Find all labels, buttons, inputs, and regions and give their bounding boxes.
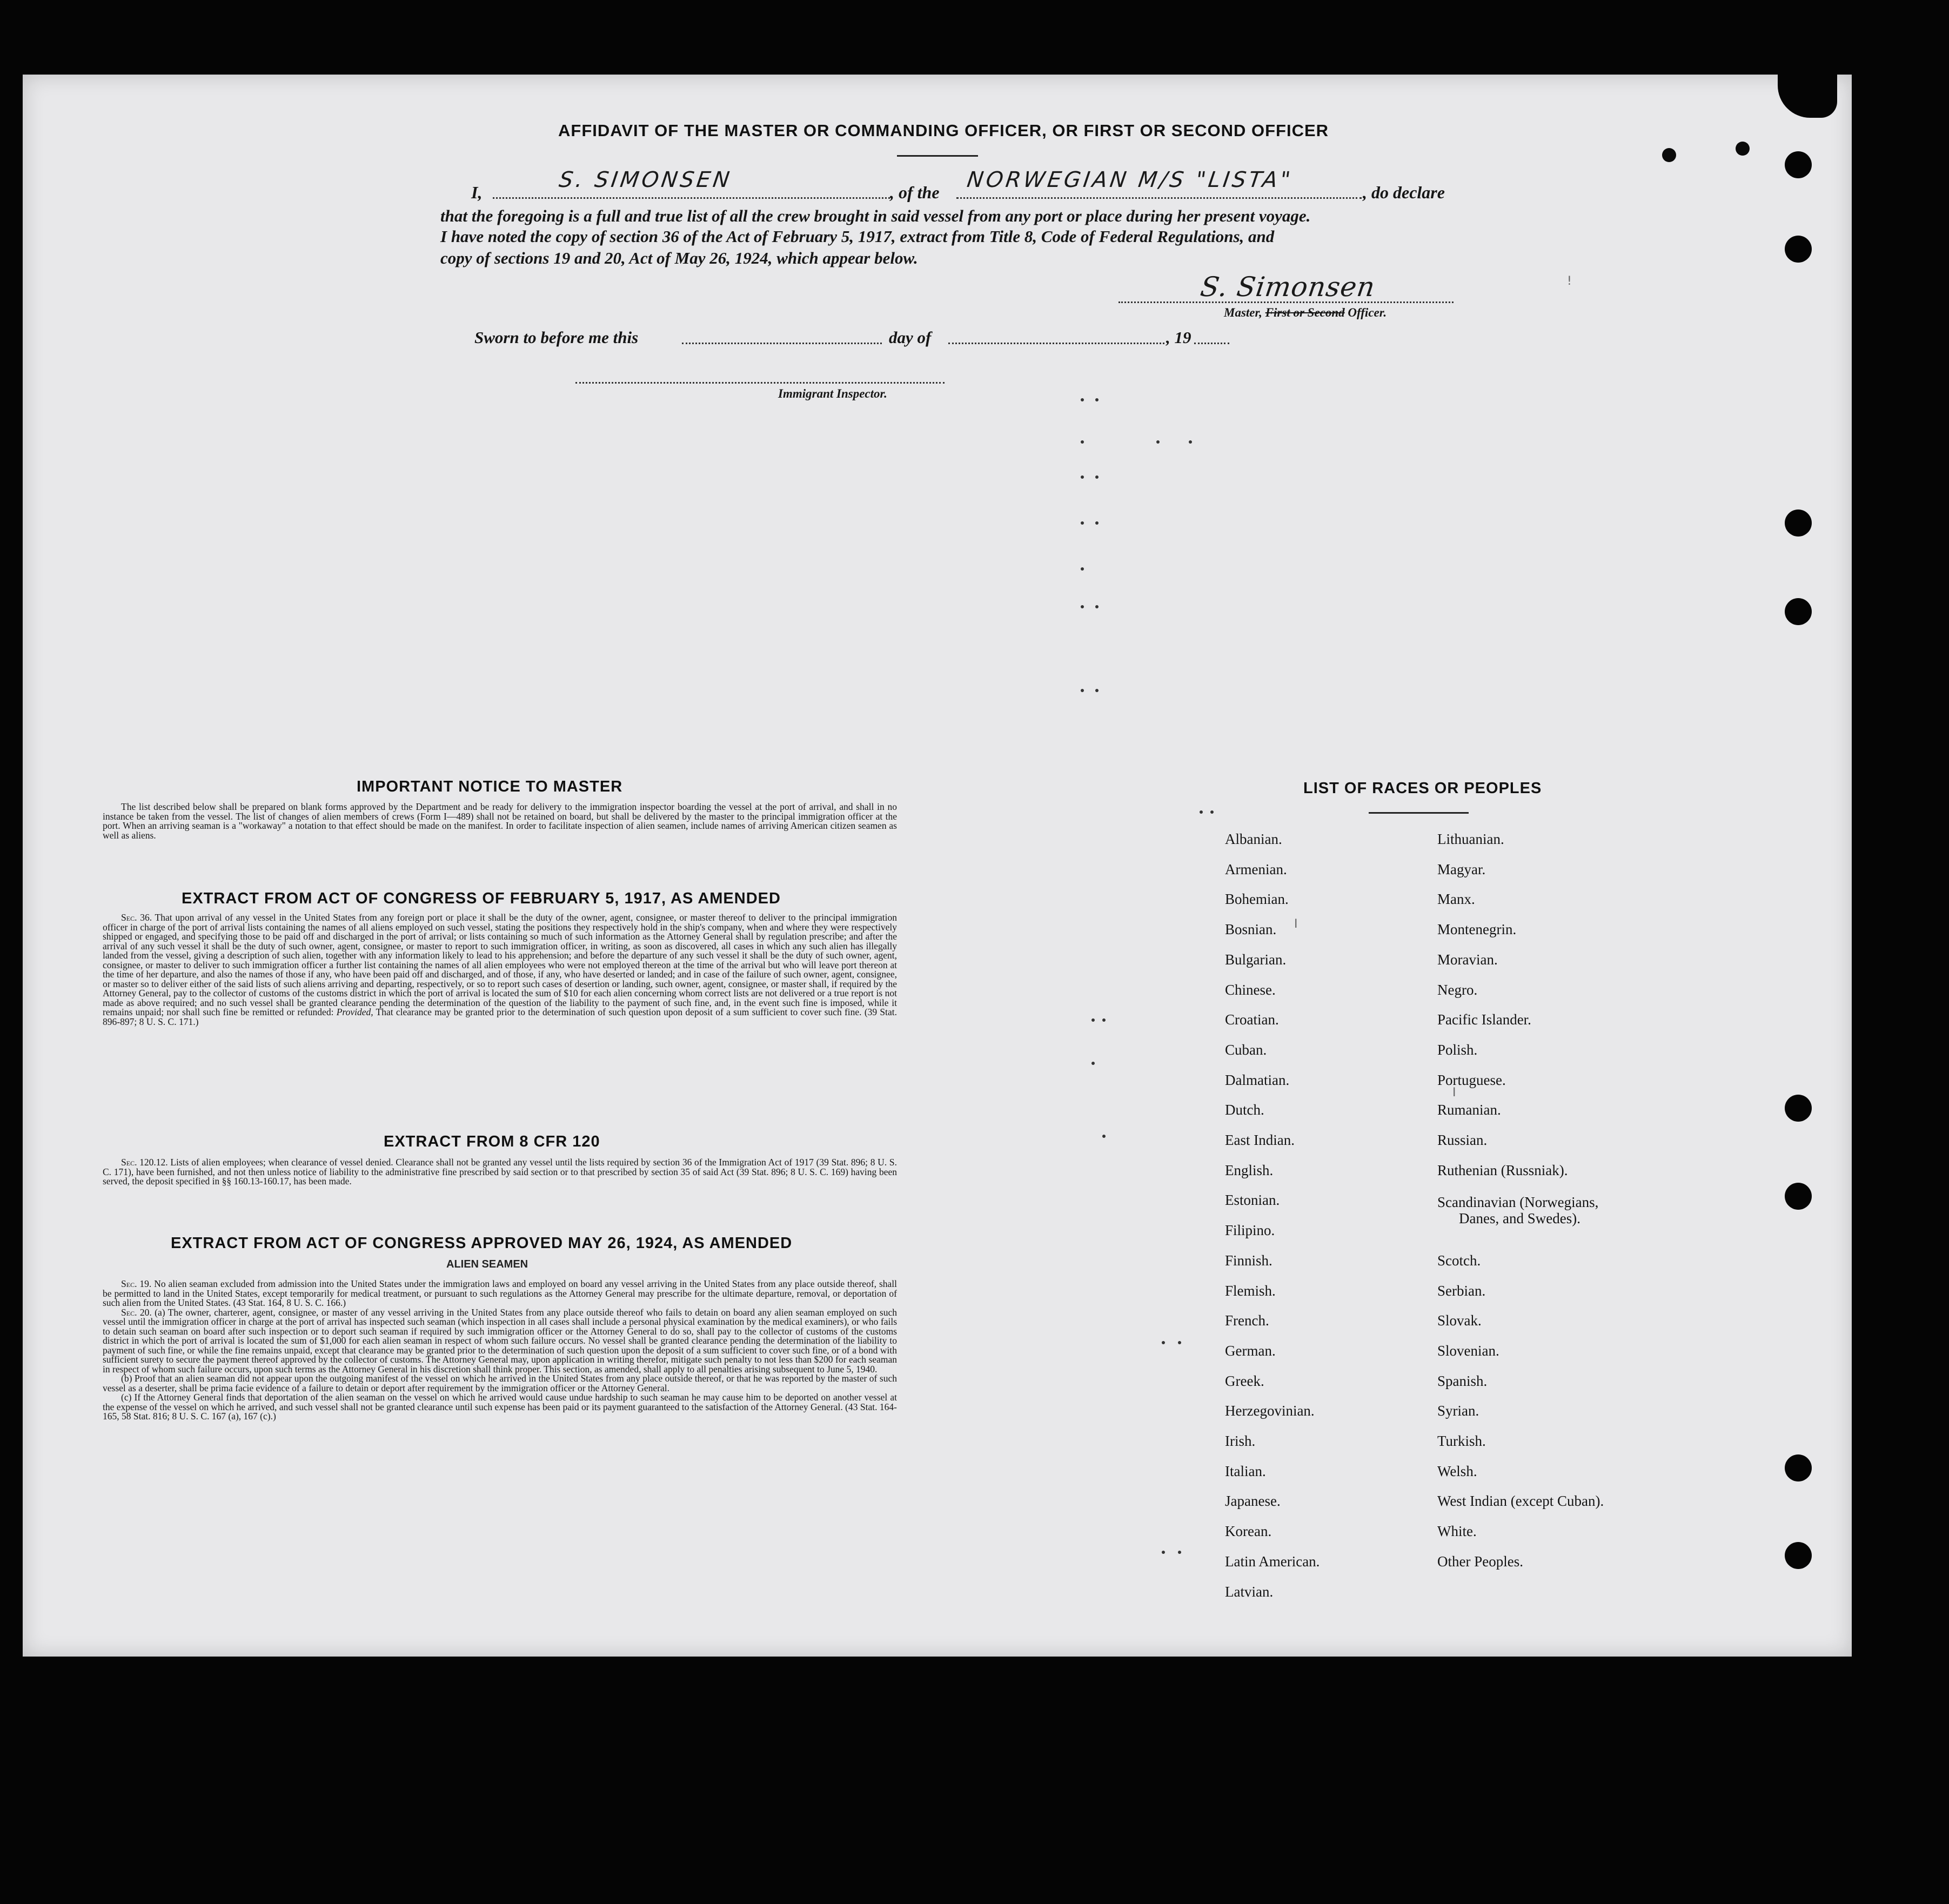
bleed-speck bbox=[1210, 810, 1214, 814]
punch-hole bbox=[1785, 236, 1812, 263]
signature-caption-master: Master, bbox=[1224, 306, 1262, 319]
bleed-speck bbox=[1081, 398, 1084, 401]
race-item: Bohemian. bbox=[1225, 891, 1289, 908]
punch-hole bbox=[1785, 509, 1812, 537]
bleed-speck bbox=[1102, 1018, 1106, 1022]
bleed-speck bbox=[1162, 1341, 1165, 1344]
race-item: Croatian. bbox=[1225, 1011, 1279, 1028]
inspector-signature-line bbox=[575, 382, 945, 384]
race-item: Greek. bbox=[1225, 1372, 1264, 1389]
inspector-caption: Immigrant Inspector. bbox=[778, 387, 887, 400]
race-item: Negro. bbox=[1437, 981, 1478, 998]
vessel-name-handwritten: NORWEGIAN M/S "LISTA" bbox=[965, 167, 1295, 192]
race-item: Estonian. bbox=[1225, 1192, 1280, 1209]
punch-hole bbox=[1785, 1183, 1812, 1210]
punch-hole bbox=[1785, 598, 1812, 625]
race-item: Herzegovinian. bbox=[1225, 1403, 1315, 1419]
bleed-speck bbox=[1091, 1062, 1095, 1065]
race-item: Russian. bbox=[1437, 1132, 1488, 1148]
race-item: Korean. bbox=[1225, 1523, 1272, 1540]
race-item: Chinese. bbox=[1225, 981, 1276, 998]
race-item: Rumanian. bbox=[1437, 1102, 1501, 1118]
race-item: Polish. bbox=[1437, 1041, 1478, 1058]
bleed-speck bbox=[1081, 689, 1084, 692]
race-item: Slovak. bbox=[1437, 1312, 1482, 1329]
vessel-name-line bbox=[956, 197, 1362, 199]
race-item: Finnish. bbox=[1225, 1252, 1272, 1269]
master-name-handwritten: S. SIMONSEN bbox=[557, 167, 734, 192]
title-rule bbox=[897, 155, 978, 157]
affidavit-line-4: copy of sections 19 and 20, Act of May 26, 1924, which appear below. bbox=[440, 249, 918, 267]
notice-title: IMPORTANT NOTICE TO MASTER bbox=[357, 778, 623, 795]
punch-hole bbox=[1785, 1454, 1812, 1481]
race-item: Flemish. bbox=[1225, 1282, 1276, 1299]
race-item: Scandinavian (Norwegians, bbox=[1437, 1194, 1599, 1211]
race-item: Lithuanian. bbox=[1437, 831, 1504, 847]
sec-120-body: Lists of alien employees; when clearance of vessel denied. Clearance shall not be granted any vessel until the lists required by section 36 of the Immigration Act of 1917 (39 Stat. 896; 8 U. S. C. 171), have been furnished, and not then unless notice of liability to the administrative fine prescribed by said section or to that prescribed by section 35 of said Act (39 Stat. 896; 8 U. S. C. 169) having been served, the deposit specified in §§ 160.13-160.17, has been made. bbox=[103, 1157, 898, 1186]
bleed-speck bbox=[1162, 1551, 1165, 1554]
races-title-rule bbox=[1369, 812, 1469, 814]
bleed-speck bbox=[1200, 810, 1203, 814]
bleed-speck bbox=[1081, 475, 1084, 479]
punch-hole bbox=[1785, 1095, 1812, 1122]
sec-19-label: Sec. 19. bbox=[121, 1278, 152, 1289]
race-item: Scotch. bbox=[1437, 1252, 1481, 1269]
sworn-day-line bbox=[682, 343, 882, 344]
sec-20a-body: (a) The owner, charterer, agent, consignee, or master of any vessel arriving in the United States from any place outside thereof who fails to detain on board any alien seaman employed on such vessel until the immigration officer in charge at the port of arrival has inspected such seaman (which inspection in all cases shall include a personal physical examination by the medical examiners), or who fails to detain such seaman on board after such inspection or to deport such seaman if required by such immigration officer or the Attorney General to do so, shall pay to the collector of customs of the customs district in which the port of arrival is located the sum of $1,000 for each alien seaman in respect of whom such failure occurs. No vessel shall be granted clearance pending the determination of the liability to payment of such fine, or while the fine remains unpaid, except that clearance may be granted prior to the determination of such question upon the deposit of a sum sufficient to cover such fine, or of a bond with sufficient surety to secure the payment thereof approved by the collector of customs. The Attorney General may, upon application in writing therefor, mitigate such penalty to not less than $200 for each seaman in respect of whom such failure occurs, upon such terms as the Attorney General in his discretion shall think proper. This section, as amended, shall apply to all penalties arising subsequent to June 5, 1940. bbox=[103, 1306, 897, 1375]
race-item: Albanian. bbox=[1225, 831, 1282, 847]
pencil-mark: ! bbox=[1567, 274, 1572, 288]
race-item: Portuguese. bbox=[1437, 1071, 1506, 1088]
punch-hole bbox=[1785, 151, 1812, 178]
bleed-speck bbox=[1091, 1018, 1095, 1022]
punch-hole bbox=[1785, 1542, 1812, 1569]
bleed-speck bbox=[1189, 440, 1192, 444]
sec-36-label: Sec. 36. bbox=[121, 912, 152, 923]
race-item: Dalmatian. bbox=[1225, 1071, 1290, 1088]
race-item: Ruthenian (Russniak). bbox=[1437, 1162, 1568, 1178]
proviso-label: Provided, bbox=[336, 1007, 373, 1017]
race-item: Latvian. bbox=[1225, 1583, 1274, 1600]
race-item: German. bbox=[1225, 1342, 1276, 1359]
race-item: Bulgarian. bbox=[1225, 951, 1287, 968]
race-item: West Indian (except Cuban). bbox=[1437, 1493, 1604, 1510]
race-item: Dutch. bbox=[1225, 1102, 1264, 1118]
race-item: White. bbox=[1437, 1523, 1477, 1540]
year-label: , 19 bbox=[1166, 328, 1191, 347]
affidavit-i: I, bbox=[471, 183, 483, 202]
race-item: Japanese. bbox=[1225, 1493, 1281, 1510]
sec-19-body: No alien seaman excluded from admission into the United States under the immigration laws and employed on board any vessel arriving in the United States from any place outside thereof, shall be permitted to land in the United States, except temporarily for medical treatment, or pursuant to such regulations as the Attorney General may prescribe for the ultimate departure, removal, or deportation of such alien from the United States. (43 Stat. 164, 8 U. S. C. 166.) bbox=[103, 1278, 898, 1308]
bleed-speck bbox=[1095, 521, 1099, 525]
bleed-speck bbox=[1081, 605, 1084, 608]
bleed-speck bbox=[1081, 521, 1084, 525]
signature-caption-officer: Officer. bbox=[1348, 306, 1387, 319]
sworn-year-line bbox=[1194, 343, 1229, 344]
race-item: Welsh. bbox=[1437, 1463, 1477, 1479]
master-name-line bbox=[493, 197, 890, 199]
alien-seamen-subtitle: ALIEN SEAMEN bbox=[446, 1258, 528, 1270]
affidavit-title: AFFIDAVIT OF THE MASTER OR COMMANDING OFFICER, OR FIRST OR SECOND OFFICER bbox=[558, 121, 1329, 140]
bleed-speck bbox=[1156, 440, 1160, 444]
sworn-label: Sworn to before me this bbox=[474, 328, 639, 347]
extract-cfr-block bbox=[103, 1158, 897, 1186]
sec-36-body: That upon arrival of any vessel in the United States from any foreign port or place it shall be the duty of the owner, agent, consignee, or master thereof to deliver to the principal immigration officer in charge of the port of arrival lists containing the names of all aliens employed on such vessel, stating the positions they respectively hold in the ship's company, when and where they were respectively shipped or engaged, and specifying those to be paid off and discharged in the port of arrival; or lists containing so much of such information as the Attorney General shall by regulation prescribe; and after the arrival of any such vessel it shall be the duty of such owner, agent, consignee, or master to report to such immigration officer, in writing, as soon as discovered, all cases in which any such alien has illegally landed from the vessel, giving a description of such alien, together with any information likely to lead to his apprehension; and before the departure of any such vessel it shall be the duty of such owner, agent, consignee, or master to deliver to such immigration officer a further list containing the names of all alien employees who were not employed thereon at the time of the arrival but who will leave port thereon at the time of her departure, and also the names of those if any, who have been paid off and discharged, and of those, if any, who have deserted or landed; and in case of the failure of such owner, agent, consignee, or master so to deliver either of the said lists of such aliens arriving and departing, respectively, or so to report such cases of desertion or landing, such owner, agent, consignee, or master shall, if required by the Attorney General, pay to the collector of customs of the customs district in which the port of arrival is located the sum of $10 for each alien concerning whom correct lists are not delivered or a true report is not made as above required; and no such vessel shall be granted clearance pending the determination of the question of the liability to the payment of such fine, and, in the event such fine is imposed, while it remains unpaid; nor shall such fine be remitted or refunded: bbox=[103, 912, 897, 1017]
of-the-label: , of the bbox=[890, 183, 940, 202]
bleed-speck bbox=[1095, 689, 1099, 692]
bleed-speck bbox=[1178, 1341, 1181, 1344]
do-declare-label: , do declare bbox=[1363, 183, 1445, 202]
race-item: Pacific Islander. bbox=[1437, 1011, 1531, 1028]
race-item: Syrian. bbox=[1437, 1403, 1479, 1419]
race-item: Slovenian. bbox=[1437, 1342, 1499, 1359]
affidavit-line-2: that the foregoing is a full and true list of all the crew brought in said vessel from any port or place during her present voyage. bbox=[440, 206, 1311, 225]
bleed-speck bbox=[1095, 605, 1099, 608]
master-signature: S. Simonsen bbox=[1198, 271, 1377, 303]
extract-1924-title: EXTRACT FROM ACT OF CONGRESS APPROVED MAY 26, 1924, AS AMENDED bbox=[171, 1235, 793, 1252]
affidavit-line-3: I have noted the copy of section 36 of the Act of February 5, 1917, extract from Title 8, Code of Federal Regulations, and bbox=[440, 227, 1275, 246]
race-item: Italian. bbox=[1225, 1463, 1266, 1479]
race-item: Cuban. bbox=[1225, 1041, 1267, 1058]
race-item: Irish. bbox=[1225, 1433, 1256, 1449]
race-item: East Indian. bbox=[1225, 1132, 1295, 1148]
race-item: Serbian. bbox=[1437, 1282, 1486, 1299]
signature-caption-struck: First or Second bbox=[1265, 306, 1345, 319]
sworn-month-line bbox=[948, 343, 1164, 344]
extract-cfr-title: EXTRACT FROM 8 CFR 120 bbox=[384, 1133, 600, 1150]
notice-body: The list described below shall be prepared on blank forms approved by the Department and be ready for delivery to the immigration inspector boarding the vessel at the port of arrival, and shall in no instance be taken from the vessel. The list of changes of alien members of crews (Form I—489) shall not be retained on board, but shall be delivered by the master to the principal immigration officer at the port. When an arriving seaman is a "workaway" a notation to that effect should be made on the manifest. In order to facilitate inspection of alien seamen, include names of arriving American citizen seamen as well as aliens. bbox=[103, 801, 897, 841]
bleed-speck bbox=[1095, 398, 1099, 401]
race-item: Manx. bbox=[1437, 891, 1475, 908]
bleed-speck bbox=[1178, 1551, 1181, 1554]
race-item: Other Peoples. bbox=[1437, 1553, 1523, 1570]
bleed-speck bbox=[1095, 475, 1099, 479]
pencil-mark: I bbox=[1452, 1086, 1456, 1100]
race-item: Montenegrin. bbox=[1437, 921, 1517, 938]
race-item: Turkish. bbox=[1437, 1433, 1486, 1449]
race-item: Armenian. bbox=[1225, 861, 1287, 877]
bleed-speck bbox=[1102, 1135, 1106, 1138]
punch-hole-small bbox=[1662, 148, 1676, 162]
race-item: Bosnian. bbox=[1225, 921, 1277, 938]
sec-20c-body: (c) If the Attorney General finds that deportation of the alien seaman on the vessel on which he arrived would cause undue hardship to such seaman he may cause him to be deported on another vessel at the expense of the vessel on which he arrived, and such vessel shall not be granted clearance until such expense has been paid or its payment guaranteed to the satisfaction of the Attorney General. (43 Stat. 164-165, 58 Stat. 816; 8 U. S. C. 167 (a), 167 (c).) bbox=[103, 1392, 897, 1422]
extract-1917-title: EXTRACT FROM ACT OF CONGRESS OF FEBRUARY 5, 1917, AS AMENDED bbox=[182, 890, 781, 907]
extract-1924-block bbox=[103, 1279, 897, 1422]
race-item: Filipino. bbox=[1225, 1222, 1275, 1239]
punch-hole-small bbox=[1736, 142, 1750, 156]
bleed-speck bbox=[1081, 440, 1084, 444]
race-item: French. bbox=[1225, 1312, 1269, 1329]
sec-20b-body: (b) Proof that an alien seaman did not appear upon the outgoing manifest of the vessel on which he arrived in the United States from any place outside thereof, or that he was reported by the master of such vessel as a deserter, shall be prima facie evidence of a failure to detain or deport after requirement by the immigration officer or the Attorney General. bbox=[103, 1373, 897, 1393]
signature-line bbox=[1119, 301, 1454, 303]
sec-120-label: Sec. 120.12. bbox=[121, 1157, 168, 1168]
race-item: Spanish. bbox=[1437, 1372, 1488, 1389]
races-title: LIST OF RACES OR PEOPLES bbox=[1303, 780, 1542, 797]
sec-20-label: Sec. 20. bbox=[121, 1306, 152, 1318]
race-item: Danes, and Swedes). bbox=[1459, 1210, 1580, 1227]
extract-1917-block bbox=[103, 913, 897, 1027]
race-item: English. bbox=[1225, 1162, 1274, 1178]
proviso-body: That clearance may be granted prior to the determination of such question upon deposit of a sum sufficient to cover such fine. (39 Stat. 896-897; 8 U. S. C. 171.) bbox=[103, 1007, 898, 1027]
day-of-label: day of bbox=[889, 328, 932, 347]
race-item: Magyar. bbox=[1437, 861, 1486, 877]
bleed-speck bbox=[1081, 567, 1084, 571]
race-item: Moravian. bbox=[1437, 951, 1498, 968]
race-item: Latin American. bbox=[1225, 1553, 1320, 1570]
notice-body-block bbox=[103, 802, 897, 840]
pencil-mark: I bbox=[1294, 917, 1298, 931]
